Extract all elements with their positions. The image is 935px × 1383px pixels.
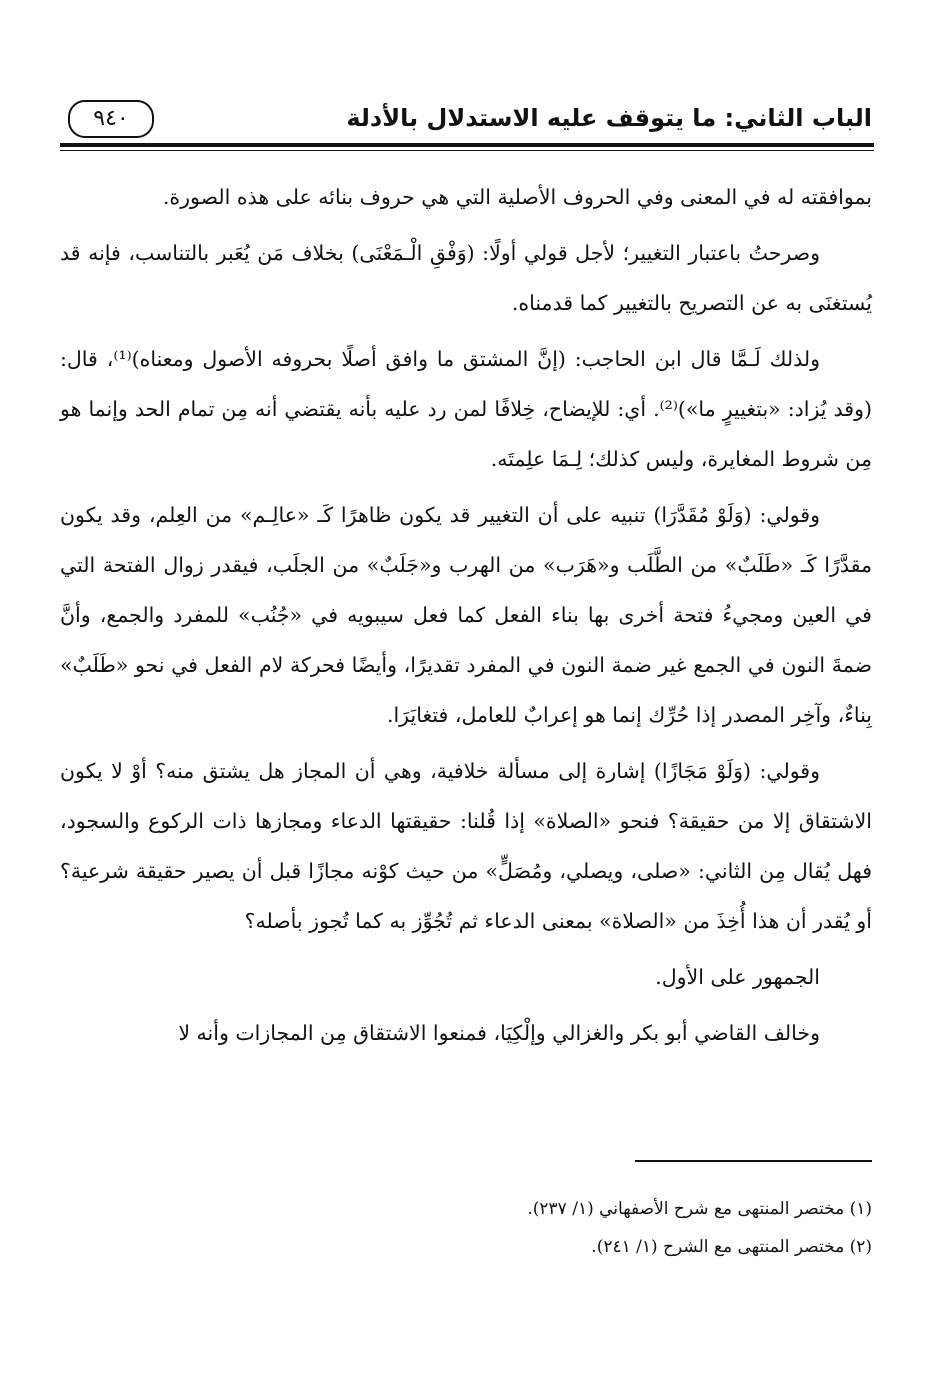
paragraph: وقولي: (وَلَوْ مُقَدَّرَا) تنبيه على أن التغيير قد يكون ظاهرًا كَـ «عالِـم» من العِلم، وقد يكون مقدَّرًا كَـ «طَلَبٌ» من الطَّلَب و«هَرَب» من الهرب و«جَلَبٌ» من الجلَب، فيقدر زوال الفتحة التي في العين ومجيءُ فتحة أخرى بها بناء الفعل كما فعل سيبويه في «جُنُب» للمفرد والجمع، وأنَّ ضمةَ النون في الجمع غير ضمة النون في المفرد تقديرًا، وأيضًا فحركة لام الفعل في نحو «طَلَبٌ» بِناءٌ، وآخِر المصدر إذا حُرِّك إنما هو إعرابٌ للعامل، فتغايَرَا. xyxy=(60,503,872,727)
paragraph: وصرحتُ باعتبار التغيير؛ لأجل قولي أولًا: (وَفْقِ الْـمَعْنَى) بخلاف مَن يُعَبر بالتناسب، فإنه قد يُستغنَى به عن التصريح بالتغيير كما قدمناه. xyxy=(60,241,872,315)
paragraph: وخالف القاضي أبو بكر والغزالي وإلْكِيَا، فمنعوا الاشتقاق مِن المجازات وأنه لا xyxy=(178,1021,820,1045)
chapter-title: الباب الثاني: ما يتوقف عليه الاستدلال بالأدلة xyxy=(346,104,872,132)
paragraph: وقولي: (وَلَوْ مَجَازًا) إشارة إلى مسألة خلافية، وهي أن المجاز هل يشتق منه؟ أوْ لا يكون الاشتقاق إلا من حقيقة؟ فنحو «الصلاة» إذا قُلنا: حقيقتها الدعاء ومجازها ذات الركوع والسجود، فهل يُقال مِن الثاني: «صلى، ويصلي، ومُصَلٍّ» من حيث كوْنه مجازًا قبل أن يصير حقيقة شرعية؟ أو يُقدر أن هذا أُخِذَ من «الصلاة» بمعنى الدعاء ثم تُجُوِّز به كما تُجوز بأصله؟ xyxy=(60,759,872,933)
footnote: (١) مختصر المنتهى مع شرح الأصفهاني (١/ ٢٣٧). xyxy=(527,1199,872,1219)
footnote-divider xyxy=(635,1160,872,1162)
paragraph: بموافقته له في المعنى وفي الحروف الأصلية التي هي حروف بنائه على هذه الصورة. xyxy=(162,185,872,209)
page-header xyxy=(60,100,872,144)
header-divider-thin xyxy=(60,150,874,151)
main-text xyxy=(60,172,872,1064)
footnotes xyxy=(60,1192,872,1268)
paragraph: ولذلك لَـمَّا قال ابن الحاجب: (إنَّ المشتق ما وافق أصلًا بحروفه الأصول ومعناه)⁽¹⁾، قال: (وقد يُزاد: «بتغييرٍ ما»)⁽²⁾. أي: للإيضاح، خِلافًا لمن رد عليه بأنه يقتضي أنه مِن تمام الحد وإنما هو مِن شروط المغايرة، وليس كذلك؛ لِـمَا علِمتَه. xyxy=(60,347,872,471)
page-number-badge: ٩٤٠ xyxy=(68,100,154,138)
header-divider-thick xyxy=(60,143,874,147)
paragraph: الجمهور على الأول. xyxy=(655,965,820,989)
footnote: (٢) مختصر المنتهى مع الشرح (١/ ٢٤١). xyxy=(591,1237,872,1257)
